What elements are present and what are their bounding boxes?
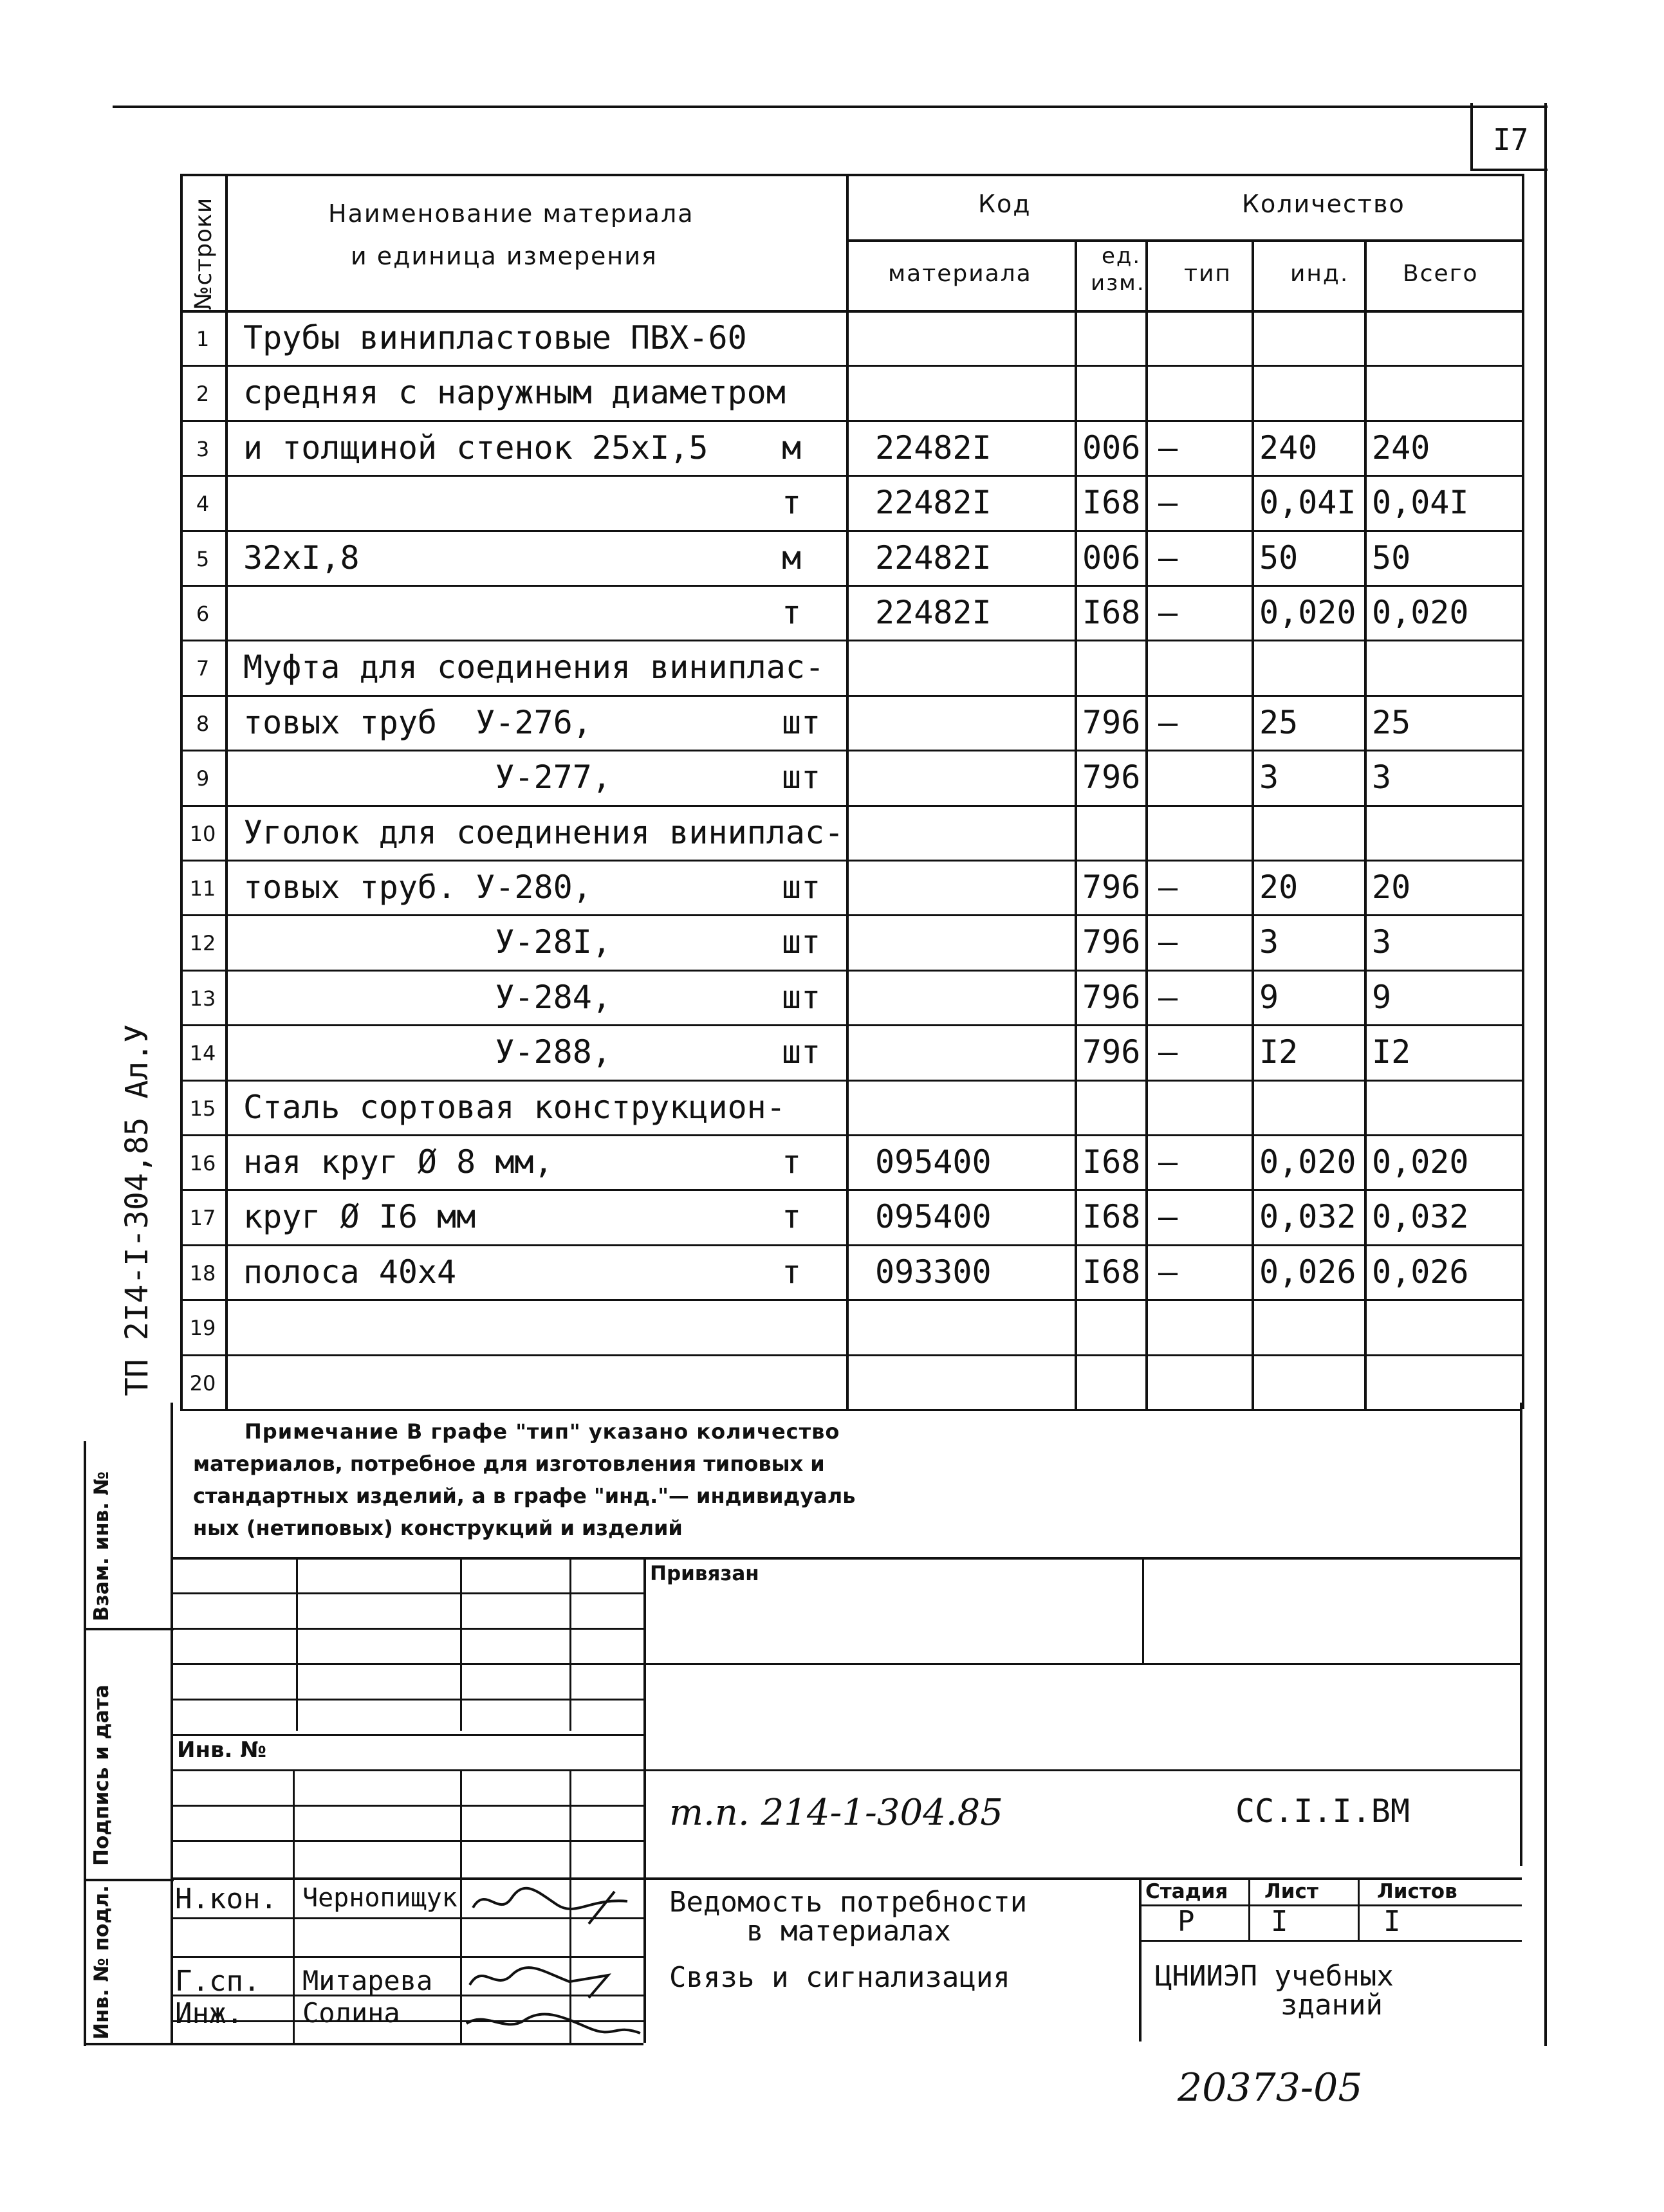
cell-name: У-28I,: [243, 923, 611, 961]
name-mitareva: Митарева: [302, 1965, 433, 1996]
table-row-line: [180, 750, 1522, 751]
cell-name: Трубы винипластовые ПВХ-60: [243, 319, 747, 356]
tb-row1: [171, 1592, 643, 1594]
cell-total: 9: [1372, 979, 1392, 1016]
cell-total: 3: [1372, 923, 1392, 961]
table-row-line: [180, 914, 1522, 916]
side-strip-line: [84, 1441, 86, 2046]
cell-n: 9: [196, 766, 210, 791]
cell-unit: м: [782, 429, 802, 466]
unit-header-line2: изм.: [1091, 270, 1145, 296]
table-row-line: [180, 1354, 1522, 1356]
doc-title-line3: Связь и сигнализация: [669, 1961, 1010, 1994]
cell-total: 0,020: [1372, 594, 1469, 631]
cell-unit: шт: [782, 704, 821, 741]
sheet-value: I: [1271, 1905, 1288, 1938]
tb-row6: [171, 1769, 1522, 1771]
cell-total: 0,04I: [1372, 484, 1469, 521]
stage-value-line: [1139, 1940, 1522, 1942]
cell-n: 12: [189, 931, 216, 955]
stage-label: Стадия: [1145, 1880, 1228, 1903]
table-row-line: [180, 1080, 1522, 1082]
table-row-line: [180, 475, 1522, 477]
inv-no-label: Инв. №: [177, 1737, 267, 1763]
cell-ucode: I68: [1082, 594, 1141, 631]
table-row-line: [180, 695, 1522, 697]
sheets-divider: [1358, 1877, 1360, 1942]
doc-title-line2: в материалах: [746, 1915, 951, 1948]
stage-label-line: [1139, 1904, 1522, 1906]
cell-code: 095400: [875, 1143, 992, 1181]
bottom-number: 20373-05: [1178, 2065, 1363, 2110]
cell-code: 093300: [875, 1253, 992, 1291]
table-col-line: [1075, 239, 1077, 1409]
side-sep2: [84, 1879, 174, 1881]
signature-3: [467, 2014, 640, 2033]
cell-name: Муфта для соединения виниплас-: [243, 649, 825, 686]
side-doc-code: ТП 2I4-I-304,85 Ал.У: [119, 1024, 155, 1396]
cell-unit: м: [782, 539, 802, 576]
side-sep1: [84, 1628, 174, 1630]
table-row-line: [180, 640, 1522, 641]
cell-name: У-277,: [243, 759, 611, 796]
cell-n: 10: [189, 822, 216, 846]
type-header: тип: [1184, 261, 1232, 287]
side-vzam-label: Взам. инв. №: [90, 1471, 113, 1621]
material-code-header: материала: [888, 261, 1032, 287]
cell-n: 19: [189, 1316, 216, 1340]
cell-total: I2: [1372, 1033, 1411, 1071]
cell-type: –: [1158, 1033, 1178, 1071]
tb-privyazan-divider: [1142, 1557, 1144, 1663]
cell-ind: 0,020: [1259, 594, 1356, 631]
tb-col1: [296, 1557, 298, 1731]
cell-unit: шт: [782, 869, 821, 906]
cell-unit: т: [782, 484, 802, 521]
side-podpis-label: Подпись и дата: [90, 1684, 113, 1866]
note-line1: Примечание В графе "тип" указано количество: [245, 1419, 840, 1444]
cell-type: –: [1158, 429, 1178, 466]
cell-ucode: 796: [1082, 923, 1141, 961]
cell-type: –: [1158, 594, 1178, 631]
cell-name: ная круг Ø 8 мм,: [243, 1143, 553, 1181]
cell-type: –: [1158, 923, 1178, 961]
signature-1: [473, 1888, 627, 1924]
cell-name: У-288,: [243, 1033, 611, 1071]
cell-unit: шт: [782, 979, 821, 1016]
table-row-line: [180, 1134, 1522, 1136]
cell-n: 13: [189, 986, 216, 1011]
org-line2: зданий: [1280, 1989, 1383, 2022]
total-header: Всего: [1403, 261, 1479, 287]
cell-code: 22482I: [875, 484, 992, 521]
cell-type: –: [1158, 1253, 1178, 1291]
cell-ucode: 796: [1082, 759, 1141, 796]
name-header-line1: Наименование материала: [328, 199, 694, 228]
cell-type: –: [1158, 1198, 1178, 1235]
privyazan-label: Привязан: [650, 1562, 759, 1585]
cell-ind: 9: [1259, 979, 1279, 1016]
tp-handwritten: т.п. 214-1-304.85: [669, 1792, 1003, 1834]
row-no-header: №строки: [190, 197, 217, 310]
table-col-line: [225, 174, 228, 1409]
cell-code: 22482I: [875, 429, 992, 466]
cell-unit: т: [782, 1253, 802, 1291]
cell-n: 1: [196, 327, 210, 351]
name-chernopishchuk: Чернопищук: [302, 1883, 458, 1913]
cell-ind: 20: [1259, 869, 1299, 906]
role-g-sp: Г.сп.: [175, 1965, 261, 1998]
cell-total: 0,026: [1372, 1253, 1469, 1291]
table-col-line: [1522, 174, 1524, 1409]
cell-ind: 240: [1259, 429, 1318, 466]
role-inzh: Инж.: [175, 1997, 243, 2030]
cell-name: У-284,: [243, 979, 611, 1016]
name-solina: Солина: [302, 1997, 400, 2029]
cell-type: –: [1158, 704, 1178, 741]
cell-total: 0,020: [1372, 1143, 1469, 1181]
cell-ind: 0,032: [1259, 1198, 1356, 1235]
tb-row3: [171, 1663, 1522, 1665]
table-row-line: [180, 420, 1522, 422]
cell-unit: т: [782, 594, 802, 631]
tb-top: [171, 1557, 1522, 1560]
table-row-line: [180, 1409, 1522, 1411]
cell-type: –: [1158, 484, 1178, 521]
role-n-kon: Н.кон.: [175, 1883, 277, 1915]
table-row-line: [180, 1189, 1522, 1191]
cell-n: 2: [196, 382, 210, 406]
table-row-line: [180, 1244, 1522, 1246]
cell-ucode: 796: [1082, 979, 1141, 1016]
tb-right: [1520, 1403, 1522, 1866]
cell-n: 20: [189, 1371, 216, 1396]
cell-ind: 0,04I: [1259, 484, 1356, 521]
note-block: [193, 1415, 855, 1544]
cell-name: полоса 40х4: [243, 1253, 457, 1291]
cell-type: –: [1158, 979, 1178, 1016]
cell-ucode: 796: [1082, 1033, 1141, 1071]
cell-total: 20: [1372, 869, 1411, 906]
stage-divider: [1139, 1877, 1142, 2041]
tb-row8: [171, 1840, 643, 1842]
cell-unit: т: [782, 1198, 802, 1235]
cell-total: 3: [1372, 759, 1392, 796]
tb-col3: [569, 1557, 571, 1731]
page-number-box-bottom: [1470, 169, 1548, 171]
cell-name: Уголок для соединения виниплас-: [243, 814, 844, 851]
cell-code: 22482I: [875, 539, 992, 576]
cell-ind: 0,026: [1259, 1253, 1356, 1291]
sheet-label: Лист: [1264, 1880, 1318, 1903]
table-row-line: [180, 530, 1522, 532]
stage-value: Р: [1178, 1905, 1195, 1938]
cell-n: 7: [196, 656, 210, 681]
tb-bottom: [84, 2043, 643, 2045]
cell-type: –: [1158, 1143, 1178, 1181]
cell-ucode: 796: [1082, 704, 1141, 741]
page-number: I7: [1493, 122, 1529, 157]
table-col-line: [846, 174, 849, 1409]
tb-row4: [171, 1699, 643, 1700]
code-header: Код: [978, 190, 1031, 218]
table-col-line: [1145, 239, 1148, 1409]
cell-n: 15: [189, 1096, 216, 1121]
cell-unit: шт: [782, 1033, 821, 1071]
cell-n: 6: [196, 602, 210, 626]
cell-type: –: [1158, 539, 1178, 576]
cell-ucode: 006: [1082, 429, 1141, 466]
cell-n: 17: [189, 1206, 216, 1230]
cell-ucode: 006: [1082, 539, 1141, 576]
top-border: [113, 106, 1548, 108]
cell-name: Сталь сортовая конструкцион-: [243, 1089, 786, 1126]
cell-n: 8: [196, 712, 210, 736]
cell-ind: 0,020: [1259, 1143, 1356, 1181]
tb-row5: [171, 1734, 643, 1736]
cell-total: 240: [1372, 429, 1430, 466]
cell-name: товых труб У-276,: [243, 704, 592, 741]
cell-ind: 3: [1259, 759, 1279, 796]
table-row-line: [180, 365, 1522, 367]
table-row-line: [180, 1024, 1522, 1026]
cell-n: 11: [189, 876, 216, 901]
cell-total: 50: [1372, 539, 1411, 576]
right-border: [1544, 103, 1547, 2046]
page-number-box-left: [1470, 103, 1473, 171]
table-row-line: [180, 970, 1522, 972]
doc-title-line1: Ведомость потребности: [669, 1886, 1028, 1919]
cell-ucode: 796: [1082, 869, 1141, 906]
cell-name: и толщиной стенок 25хI,5: [243, 429, 708, 466]
cell-ind: 3: [1259, 923, 1279, 961]
side-inv-podl-label: Инв. № подл.: [90, 1885, 113, 2040]
table-col-line: [1252, 239, 1254, 1409]
cell-code: 22482I: [875, 594, 992, 631]
note-line3: стандартных изделий, а в графе "инд."— индивидуаль: [193, 1484, 856, 1508]
cell-ind: 25: [1259, 704, 1299, 741]
sheets-label: Листов: [1377, 1880, 1457, 1903]
cell-unit: т: [782, 1143, 802, 1181]
tb-left: [171, 1403, 173, 2043]
table-row-line: [180, 1299, 1522, 1301]
table-row-line: [180, 585, 1522, 587]
tb-row2: [171, 1628, 643, 1630]
cell-n: 3: [196, 437, 210, 461]
table-top-line: [180, 174, 1522, 176]
signatures-image: [460, 1879, 647, 2043]
cell-unit: шт: [782, 759, 821, 796]
cell-total: 0,032: [1372, 1198, 1469, 1235]
table-row-line: [180, 860, 1522, 862]
cell-n: 4: [196, 492, 210, 516]
cell-total: 25: [1372, 704, 1411, 741]
header-bottom-line: [180, 310, 1522, 313]
cell-name: средняя с наружным диаметром: [243, 374, 786, 411]
name-header-line2: и единица измерения: [351, 242, 658, 270]
table-row-line: [180, 805, 1522, 807]
cell-name: круг Ø I6 мм: [243, 1198, 476, 1235]
cell-unit: шт: [782, 923, 821, 961]
note-line2: материалов, потребное для изготовления типовых и: [193, 1452, 825, 1476]
cell-ind: I2: [1259, 1033, 1299, 1071]
sheet-code: СС.I.I.ВМ: [1235, 1793, 1410, 1830]
tb-col2: [460, 1557, 462, 1731]
cell-ucode: I68: [1082, 1198, 1141, 1235]
tb-col1b: [293, 1769, 295, 2043]
cell-ind: 50: [1259, 539, 1299, 576]
cell-ucode: I68: [1082, 1253, 1141, 1291]
note-line4: ных (нетиповых) конструкций и изделий: [193, 1516, 683, 1540]
header-mid-line: [846, 239, 1522, 242]
cell-name: товых труб. У-280,: [243, 869, 592, 906]
cell-name: 32хI,8: [243, 539, 360, 576]
quantity-header: Количество: [1242, 190, 1405, 218]
org-line1: ЦНИИЭП учебных: [1155, 1960, 1394, 1993]
cell-ucode: I68: [1082, 1143, 1141, 1181]
tb-row7: [171, 1805, 643, 1807]
signature-2: [470, 1968, 608, 1998]
unit-header-line1: ед.: [1102, 243, 1142, 269]
cell-ucode: I68: [1082, 484, 1141, 521]
cell-code: 095400: [875, 1198, 992, 1235]
tb-row9: [171, 1877, 1522, 1880]
ind-header: инд.: [1290, 261, 1349, 287]
cell-n: 18: [189, 1261, 216, 1286]
sheets-value: I: [1383, 1905, 1401, 1938]
cell-n: 5: [196, 547, 210, 571]
table-col-line: [1364, 239, 1367, 1409]
cell-n: 16: [189, 1151, 216, 1175]
cell-type: –: [1158, 869, 1178, 906]
cell-n: 14: [189, 1041, 216, 1065]
sheet-divider: [1248, 1877, 1250, 1942]
